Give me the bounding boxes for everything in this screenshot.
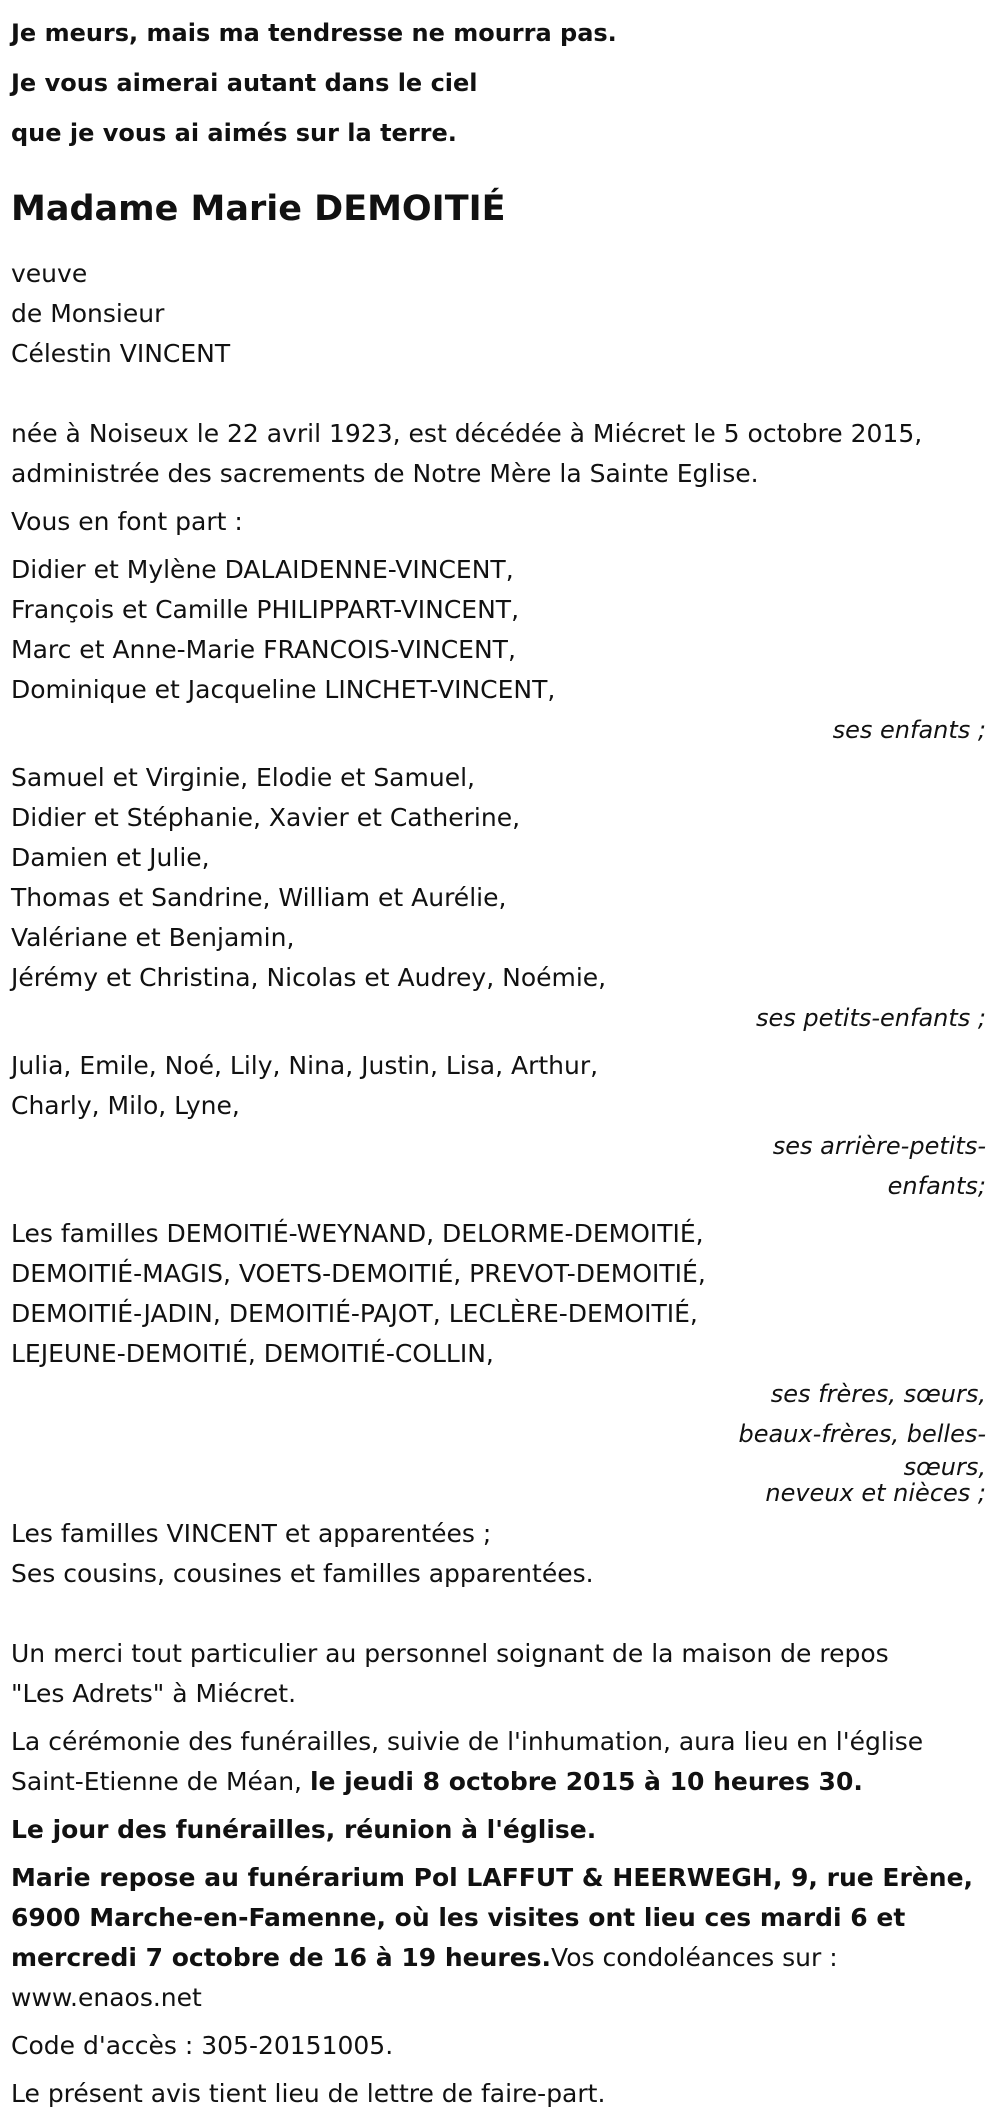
deceased-name: Madame Marie DEMOITIÉ (11, 189, 506, 229)
visitation-line: 6900 Marche-en-Famenne, où les visites ont lieu ces mardi 6 et (11, 1903, 906, 1932)
visitation-hours: mercredi 7 octobre de 16 à 19 heures. (11, 1943, 552, 1972)
children-block (11, 550, 986, 750)
grandchild-line: Didier et Stéphanie, Xavier et Catherine, (11, 803, 521, 832)
sibling-family-line: DEMOITIÉ-MAGIS, VOETS-DEMOITIÉ, PREVOT-DEMOITIÉ, (11, 1259, 706, 1288)
access-code: Code d'accès : 305-20151005. (11, 2031, 394, 2060)
gathering-text: Le jour des funérailles, réunion à l'église. (11, 1815, 597, 1844)
birth-death-block (11, 414, 986, 494)
sibling-family-line: Les familles DEMOITIÉ-WEYNAND, DELORME-DEMOITIÉ, (11, 1219, 704, 1248)
poem-line: Je meurs, mais ma tendresse ne mourra pas. (11, 19, 617, 47)
siblings-role: neveux et nièces ; (765, 1479, 986, 1507)
spouse-block (11, 254, 986, 374)
spouse-line: de Monsieur (11, 299, 165, 328)
visitation-line (11, 1938, 986, 1978)
child-line: Dominique et Jacqueline LINCHET-VINCENT, (11, 675, 556, 704)
siblings-block (11, 1214, 986, 1506)
thanks-block (11, 1634, 986, 1714)
announce-text: Vous en font part : (11, 507, 243, 536)
child-line: Marc et Anne-Marie FRANCOIS-VINCENT, (11, 635, 516, 664)
child-line: Didier et Mylène DALAIDENNE-VINCENT, (11, 555, 514, 584)
poem-line: Je vous aimerai autant dans le ciel (11, 69, 478, 97)
families-block (11, 1514, 986, 1594)
birth-death-line: née à Noiseux le 22 avril 1923, est décédée à Miécret le 5 octobre 2015, (11, 419, 923, 448)
families-line: Ses cousins, cousines et familles apparentées. (11, 1559, 594, 1588)
children-role: ses enfants ; (832, 716, 986, 744)
child-line: François et Camille PHILIPPART-VINCENT, (11, 595, 520, 624)
sibling-family-line: LEJEUNE-DEMOITIÉ, DEMOITIÉ-COLLIN, (11, 1339, 494, 1368)
great-grandchild-line: Julia, Emile, Noé, Lily, Nina, Justin, Lisa, Arthur, (11, 1051, 599, 1080)
grandchild-line: Thomas et Sandrine, William et Aurélie, (11, 883, 507, 912)
families-line: Les familles VINCENT et apparentées ; (11, 1519, 492, 1548)
closing-text: Le présent avis tient lieu de lettre de faire-part. (11, 2079, 606, 2108)
great-grandchildren-block (11, 1046, 986, 1206)
ceremony-datetime: le jeudi 8 octobre 2015 à 10 heures 30. (309, 1767, 863, 1796)
ceremony-block (11, 1722, 986, 1802)
condolences-text: Vos condoléances sur : (551, 1943, 838, 1972)
poem (11, 8, 986, 158)
spouse-line: Célestin VINCENT (11, 339, 231, 368)
great-grandchild-line: Charly, Milo, Lyne, (11, 1091, 240, 1120)
grandchild-line: Damien et Julie, (11, 843, 210, 872)
great-grandchildren-role: enfants; (887, 1172, 986, 1200)
ceremony-line (11, 1762, 986, 1802)
poem-line: que je vous ai aimés sur la terre. (11, 119, 457, 147)
siblings-role: ses frères, sœurs, (770, 1380, 986, 1408)
spouse-line: veuve (11, 259, 88, 288)
thanks-line: Un merci tout particulier au personnel soignant de la maison de repos (11, 1639, 889, 1668)
grandchildren-block (11, 758, 986, 1038)
grandchild-line: Samuel et Virginie, Elodie et Samuel, (11, 763, 475, 792)
sibling-family-line: DEMOITIÉ-JADIN, DEMOITIÉ-PAJOT, LECLÈRE-DEMOITIÉ, (11, 1299, 698, 1328)
grandchild-line: Valériane et Benjamin, (11, 923, 295, 952)
grandchild-line: Jérémy et Christina, Nicolas et Audrey, Noémie, (11, 963, 607, 992)
birth-death-line: administrée des sacrements de Notre Mère la Sainte Eglise. (11, 459, 759, 488)
ceremony-place: Saint-Etienne de Méan, (11, 1767, 310, 1796)
thanks-line: "Les Adrets" à Miécret. (11, 1679, 297, 1708)
visitation-line: Marie repose au funérarium Pol LAFFUT & HEERWEGH, 9, rue Erène, (11, 1863, 974, 1892)
ceremony-line: La cérémonie des funérailles, suivie de l'inhumation, aura lieu en l'église (11, 1727, 924, 1756)
great-grandchildren-role: ses arrière-petits- (772, 1132, 986, 1160)
siblings-role: sœurs, (903, 1453, 986, 1481)
grandchildren-role: ses petits-enfants ; (755, 1004, 986, 1032)
obituary-notice (11, 8, 986, 2114)
siblings-role: beaux-frères, belles- (738, 1420, 986, 1448)
visitation-block (11, 1858, 986, 2018)
condolences-website: www.enaos.net (11, 1983, 202, 2012)
